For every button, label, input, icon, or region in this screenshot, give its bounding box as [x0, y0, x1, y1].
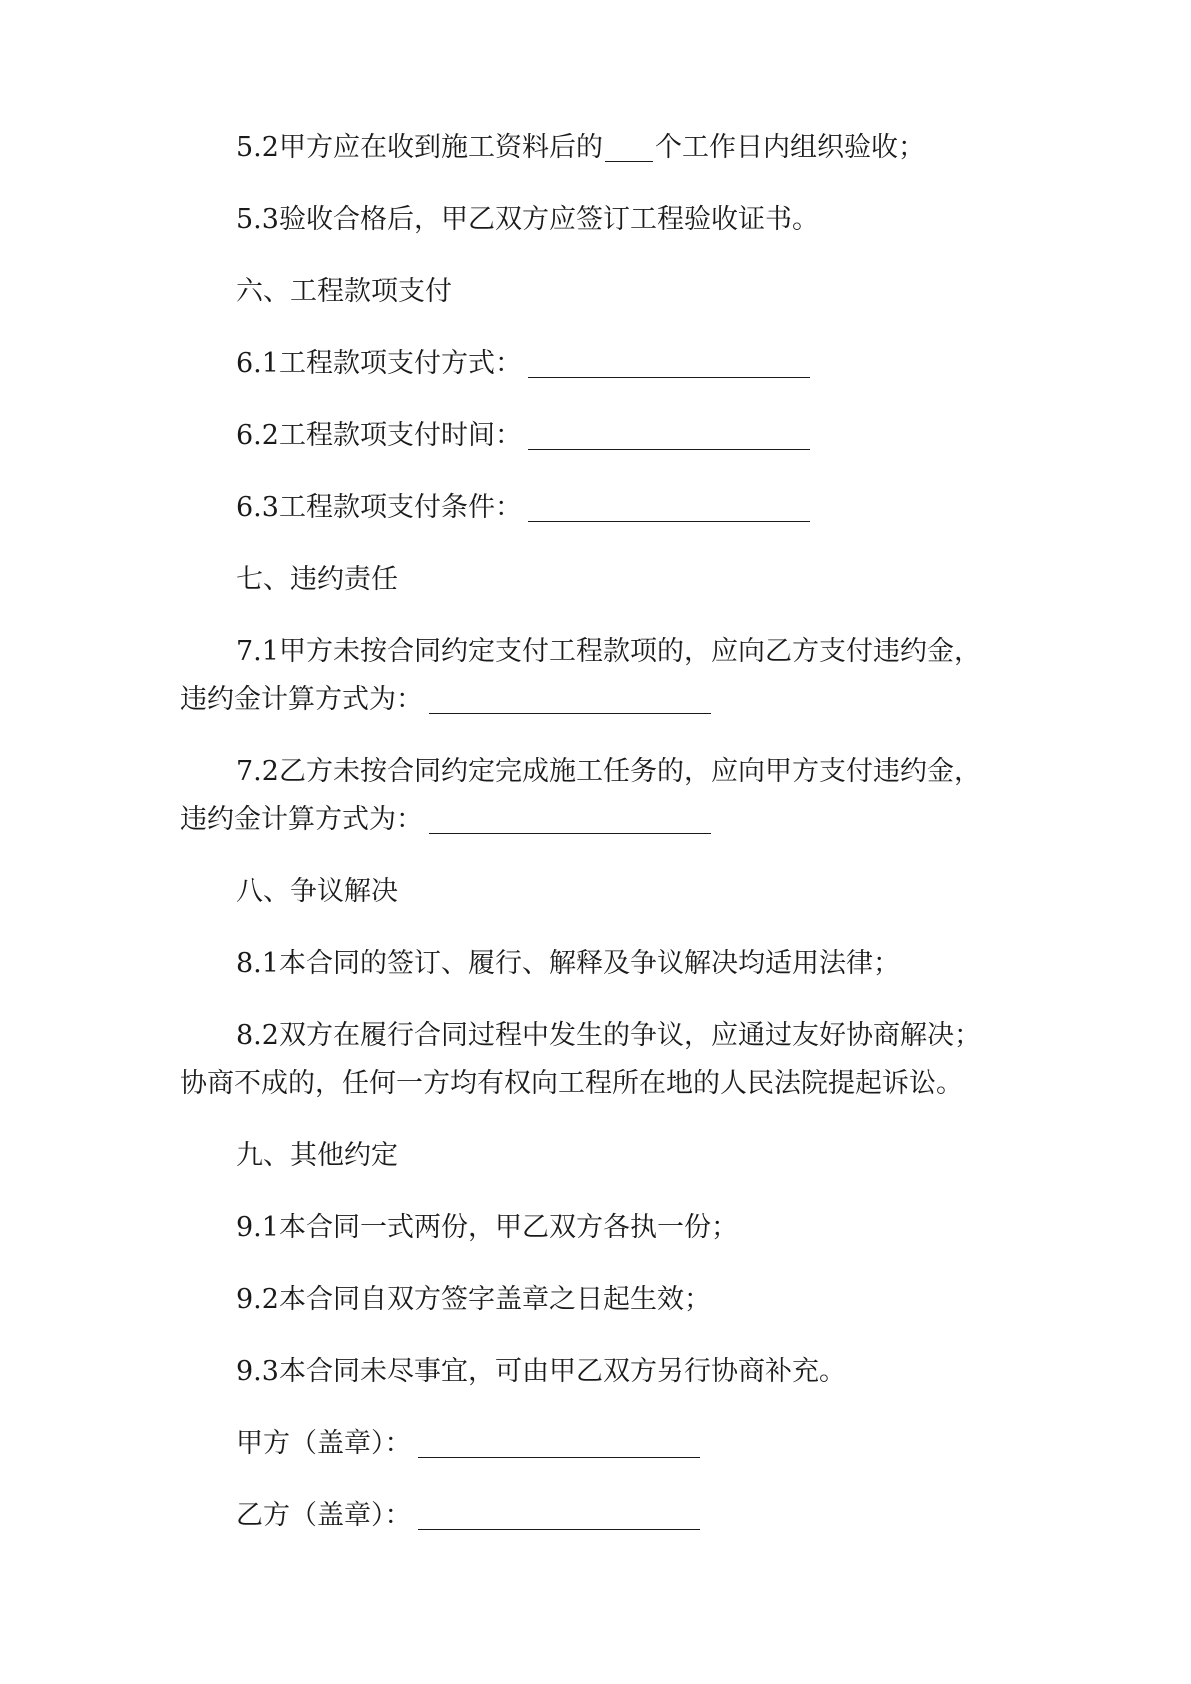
- party-b-seal-field[interactable]: [418, 1499, 700, 1530]
- clause-6-2: [180, 412, 1010, 460]
- clause-6-1-label: 6.1工程款项支付方式：: [236, 348, 522, 379]
- clause-8-1: 8.1本合同的签订、履行、解释及争议解决均适用法律；: [236, 948, 900, 979]
- clause-6-3-label: 6.3工程款项支付条件：: [236, 492, 522, 523]
- clause-6-3: [180, 484, 1010, 532]
- payment-time-field[interactable]: [528, 419, 810, 450]
- section-heading-6: 六、工程款项支付: [236, 276, 452, 307]
- party-a-seal-label: 甲方（盖章）：: [236, 1428, 412, 1459]
- clause-7-2-label: 违约金计算方式为：: [180, 804, 423, 835]
- clause-7-2-line-2: [180, 796, 1010, 844]
- clause-8-2-line-1: 8.2双方在履行合同过程中发生的争议，应通过友好协商解决；: [236, 1020, 981, 1051]
- blank-days-field[interactable]: [605, 131, 653, 162]
- clause-5-2: [180, 124, 1010, 172]
- section-heading-8: 八、争议解决: [236, 876, 398, 907]
- penalty-calc-a-field[interactable]: [429, 683, 711, 714]
- party-a-seal-field[interactable]: [418, 1427, 700, 1458]
- clause-7-1-label: 违约金计算方式为：: [180, 684, 423, 715]
- clause-7-1-line-1: 7.1甲方未按合同约定支付工程款项的，应向乙方支付违约金，: [236, 636, 981, 667]
- clause-5-3: 5.3验收合格后，甲乙双方应签订工程验收证书。: [236, 204, 819, 235]
- section-heading-7: 七、违约责任: [236, 564, 398, 595]
- clause-9-2: 9.2本合同自双方签字盖章之日起生效；: [236, 1284, 711, 1315]
- party-b-seal-label: 乙方（盖章）：: [236, 1500, 412, 1531]
- clause-5-2-text-start: 5.2甲方应在收到施工资料后的: [236, 132, 603, 163]
- document-body: [180, 124, 1010, 1540]
- section-heading-9: 九、其他约定: [236, 1140, 398, 1171]
- party-a-signature: [180, 1420, 1010, 1468]
- clause-7-2-line-1: 7.2乙方未按合同约定完成施工任务的，应向甲方支付违约金，: [236, 756, 981, 787]
- clause-6-1: [180, 340, 1010, 388]
- clause-8-2-line-2: 协商不成的，任何一方均有权向工程所在地的人民法院提起诉讼。: [180, 1068, 963, 1099]
- payment-method-field[interactable]: [528, 347, 810, 378]
- clause-5-2-text-end: 个工作日内组织验收；: [654, 132, 925, 163]
- penalty-calc-b-field[interactable]: [429, 803, 711, 834]
- clause-9-1: 9.1本合同一式两份，甲乙双方各执一份；: [236, 1212, 738, 1243]
- clause-6-2-label: 6.2工程款项支付时间：: [236, 420, 522, 451]
- payment-condition-field[interactable]: [528, 491, 810, 522]
- clause-7-1-line-2: [180, 676, 1010, 724]
- clause-9-3: 9.3本合同未尽事宜，可由甲乙双方另行协商补充。: [236, 1356, 846, 1387]
- party-b-signature: [180, 1492, 1010, 1540]
